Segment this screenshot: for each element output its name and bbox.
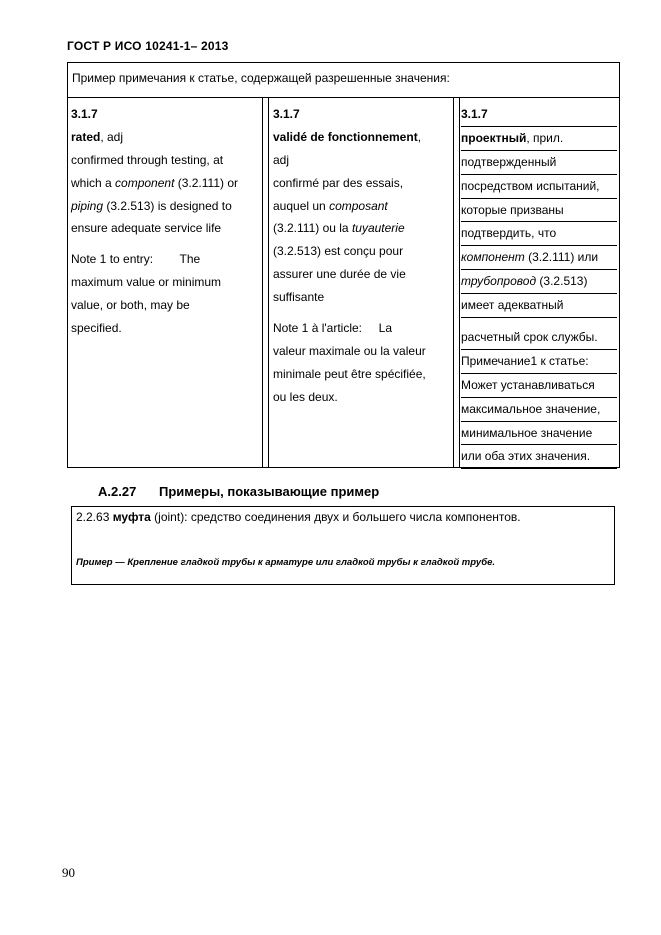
text-line (71, 126, 261, 149)
term-italic: компонент (461, 250, 525, 265)
text-line (71, 271, 261, 294)
example-note: Пример — Крепление гладкой трубы к арматуре или гладкой трубы к гладкой трубе. (76, 557, 496, 568)
page-number: 90 (62, 865, 75, 880)
term-italic: tuyauterie (351, 221, 405, 236)
example-box (71, 506, 615, 585)
term-italic: трубопровод (461, 274, 537, 289)
text-line (461, 445, 617, 469)
text-run: расчетный срок службы. (461, 330, 598, 345)
term-bold: 3.1.7 (71, 107, 98, 121)
text-line (461, 199, 617, 223)
column-french (273, 103, 451, 409)
text-line (273, 126, 451, 149)
column-divider (262, 98, 263, 467)
text-line (71, 195, 261, 218)
text-line (461, 175, 617, 199)
paragraph-gap (273, 309, 451, 317)
text-line (71, 149, 261, 172)
term-bold: муфта (112, 510, 151, 524)
text-run: подтвержденный (461, 154, 557, 169)
text-line (461, 422, 617, 446)
section-heading (98, 484, 379, 499)
document-header: ГОСТ Р ИСО 10241-1– 2013 (67, 39, 229, 53)
text-run: посредством испытаний, (461, 178, 600, 193)
text-run: (3.2.111) ou la (273, 221, 352, 236)
text-run: или оба этих значения. (461, 449, 591, 464)
column-divider (453, 98, 454, 467)
text-line (461, 398, 617, 422)
text-line (71, 217, 261, 240)
text-run: adj (273, 152, 290, 167)
term-italic: component (115, 175, 175, 190)
text-line (273, 340, 451, 363)
term-bold: 3.1.7 (273, 107, 300, 121)
column-russian (461, 103, 617, 469)
section-title: Примеры, показывающие пример (159, 484, 380, 499)
text-run: ou les deux. (273, 389, 338, 404)
text-run: confirmed through testing, at (71, 152, 224, 167)
text-line (273, 172, 451, 195)
text-run: confirmé par des essais, (273, 175, 404, 190)
term-definition (76, 510, 521, 524)
text-run: auquel un (273, 198, 330, 213)
text-line (273, 317, 451, 340)
text-run: assurer une durée de vie (273, 267, 406, 282)
text-line (461, 246, 617, 270)
text-line (273, 286, 451, 309)
text-line (461, 374, 617, 398)
column-english (71, 103, 261, 340)
text-line (273, 386, 451, 409)
text-run: 2.2.63 (76, 510, 113, 524)
text-line (71, 248, 261, 271)
text-line (273, 240, 451, 263)
text-line (273, 263, 451, 286)
text-line (71, 103, 261, 126)
text-line (461, 151, 617, 175)
text-run: maximum value or minimum (71, 275, 222, 290)
text-line (273, 195, 451, 218)
column-divider (268, 98, 269, 467)
text-line (273, 103, 451, 126)
table-caption: Пример примечания к статье, содержащей разрешенные значения: (68, 63, 619, 98)
text-run: минимальное значение (461, 425, 593, 440)
term-bold: validé de fonctionnement (273, 129, 418, 144)
text-run: minimale peut être spécifiée, (273, 366, 426, 381)
column-divider (459, 98, 460, 467)
text-run: подтвердить, что (461, 226, 557, 241)
text-run: valeur maximale ou la valeur (273, 343, 426, 358)
text-run: которые призваны (461, 202, 564, 217)
text-line (273, 149, 451, 172)
text-run: specified. (71, 321, 122, 336)
text-run: Примечание1 к статье: (461, 353, 589, 368)
text-line (461, 222, 617, 246)
text-run: (3.2.111) or (174, 175, 238, 190)
paragraph-gap (71, 240, 261, 248)
text-run: (3.2.513) est conçu pour (273, 244, 404, 259)
term-italic: composant (329, 198, 388, 213)
section-number: A.2.27 (98, 484, 137, 499)
text-line (461, 294, 617, 318)
term-italic: piping (71, 198, 104, 213)
paragraph-gap (461, 318, 617, 326)
text-run: which a (71, 175, 116, 190)
text-run: максимальное значение, (461, 401, 601, 416)
text-run: , adj (100, 129, 124, 144)
text-run: (3.2.513) is designed to (103, 198, 232, 213)
text-run: suffisante (273, 290, 325, 305)
text-line (461, 127, 617, 151)
text-run: Может устанавливаться (461, 377, 595, 392)
term-bold: rated (71, 129, 101, 144)
text-line (461, 270, 617, 294)
example-table (67, 62, 620, 468)
text-run: имеет адекватный (461, 298, 564, 313)
text-run: value, or both, may be (71, 298, 190, 313)
text-run: Note 1 à l'article: La (273, 321, 393, 336)
text-line (461, 350, 617, 374)
text-line (273, 217, 451, 240)
text-run: (3.2.111) или (524, 250, 599, 265)
text-run: (3.2.513) (536, 274, 588, 289)
text-run: Note 1 to entry: The (71, 252, 201, 267)
text-line (71, 294, 261, 317)
text-run: (joint): средство соединения двух и большего числа компонентов. (150, 510, 521, 524)
term-bold: проектный (461, 130, 527, 145)
text-line (71, 317, 261, 340)
text-line (461, 103, 617, 127)
text-run: , прил. (526, 130, 564, 145)
text-line (273, 363, 451, 386)
text-run: , (417, 129, 422, 144)
text-line (71, 172, 261, 195)
term-bold: 3.1.7 (461, 107, 488, 121)
text-line (461, 326, 617, 350)
text-run: ensure adequate service life (71, 221, 222, 236)
